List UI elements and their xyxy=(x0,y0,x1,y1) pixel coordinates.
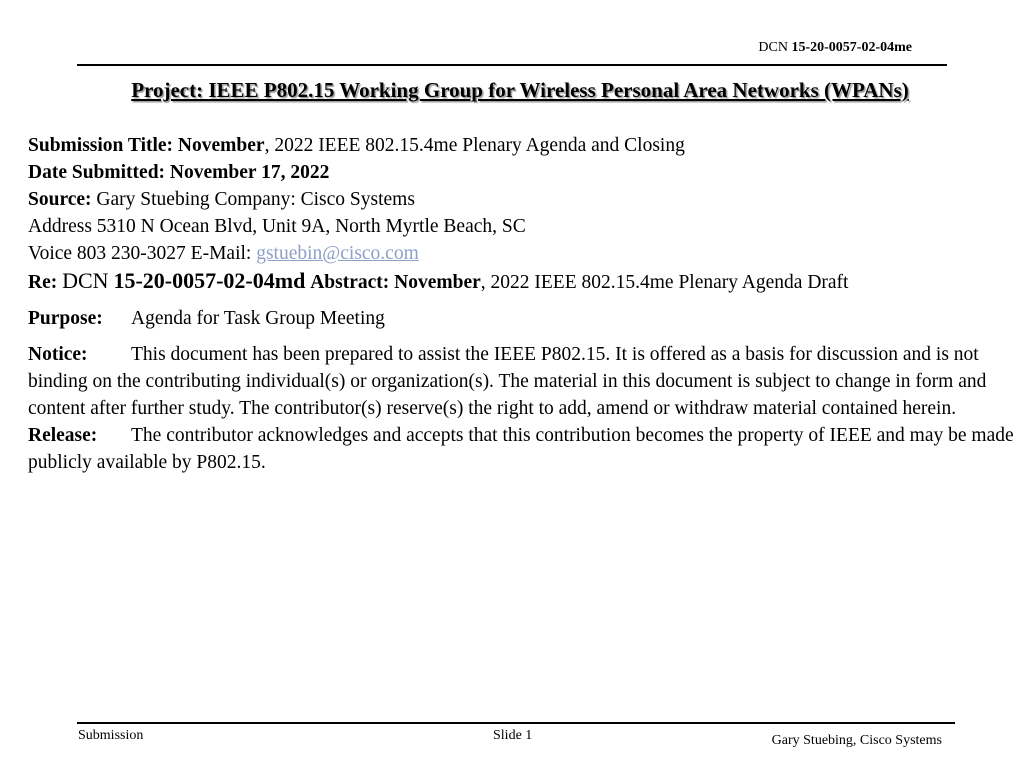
release-text: The contributor acknowledges and accepts that this contribution becomes the property of IEEE and may be made publicly available by P802.15. xyxy=(28,425,1014,473)
submission-title-rest: , 2022 IEEE 802.15.4me Plenary Agenda and Closing xyxy=(264,135,685,156)
re-dcn-label: DCN xyxy=(62,268,109,293)
footer-slide-number: Slide 1 xyxy=(493,728,533,743)
footer-rule xyxy=(77,722,955,724)
re-label: Re: xyxy=(28,272,58,293)
footer-submission: Submission xyxy=(78,728,144,743)
abstract-label: Abstract: xyxy=(310,272,390,293)
header-rule xyxy=(77,64,947,66)
slide-body xyxy=(28,132,1018,476)
submission-title-label: Submission Title: xyxy=(28,135,174,156)
notice-label: Notice: xyxy=(28,344,88,365)
submission-title-month: November xyxy=(177,135,265,156)
dcn-header-number: 15-20-0057-02-04me xyxy=(791,40,912,55)
notice-paragraph xyxy=(28,341,1018,422)
submission-title-line xyxy=(28,132,1018,159)
notice-text: This document has been prepared to assist the IEEE P802.15. It is offered as a basis for discussion and is not binding on the contributing individual(s) or organization(s). The material in this document is subject to change in form and content after further study. The contributor(s) reserve(s) the right to add, amend or withdraw material contained herein. xyxy=(28,344,987,419)
re-dcn-number: 15-20-0057-02-04md xyxy=(113,268,306,293)
release-paragraph xyxy=(28,422,1018,476)
purpose-value: Agenda for Task Group Meeting xyxy=(131,308,385,329)
purpose-label: Purpose: xyxy=(28,308,103,329)
date-submitted-value: November 17, 2022 xyxy=(169,162,330,183)
source-line xyxy=(28,186,1018,213)
email-link[interactable]: gstuebin@cisco.com xyxy=(256,243,419,264)
abstract-month: November xyxy=(394,272,481,293)
date-submitted-label: Date Submitted: xyxy=(28,162,166,183)
project-title: Project: IEEE P802.15 Working Group for Wireless Personal Area Networks (WPANs) xyxy=(131,78,909,102)
voice-text: Voice 803 230-3027 E-Mail: xyxy=(28,243,257,264)
dcn-header xyxy=(758,40,912,56)
date-submitted-line xyxy=(28,159,1018,186)
release-label: Release: xyxy=(28,425,98,446)
footer-author: Gary Stuebing, Cisco Systems xyxy=(771,733,942,748)
voice-line xyxy=(28,240,1018,267)
purpose-line xyxy=(28,305,1018,332)
address-line: Address 5310 N Ocean Blvd, Unit 9A, North Myrtle Beach, SC xyxy=(28,216,526,237)
source-value: Gary Stuebing Company: Cisco Systems xyxy=(96,189,415,210)
source-label: Source: xyxy=(28,189,92,210)
abstract-rest: , 2022 IEEE 802.15.4me Plenary Agenda Draft xyxy=(480,272,849,293)
dcn-header-label: DCN xyxy=(758,40,788,55)
re-line xyxy=(28,267,1018,296)
